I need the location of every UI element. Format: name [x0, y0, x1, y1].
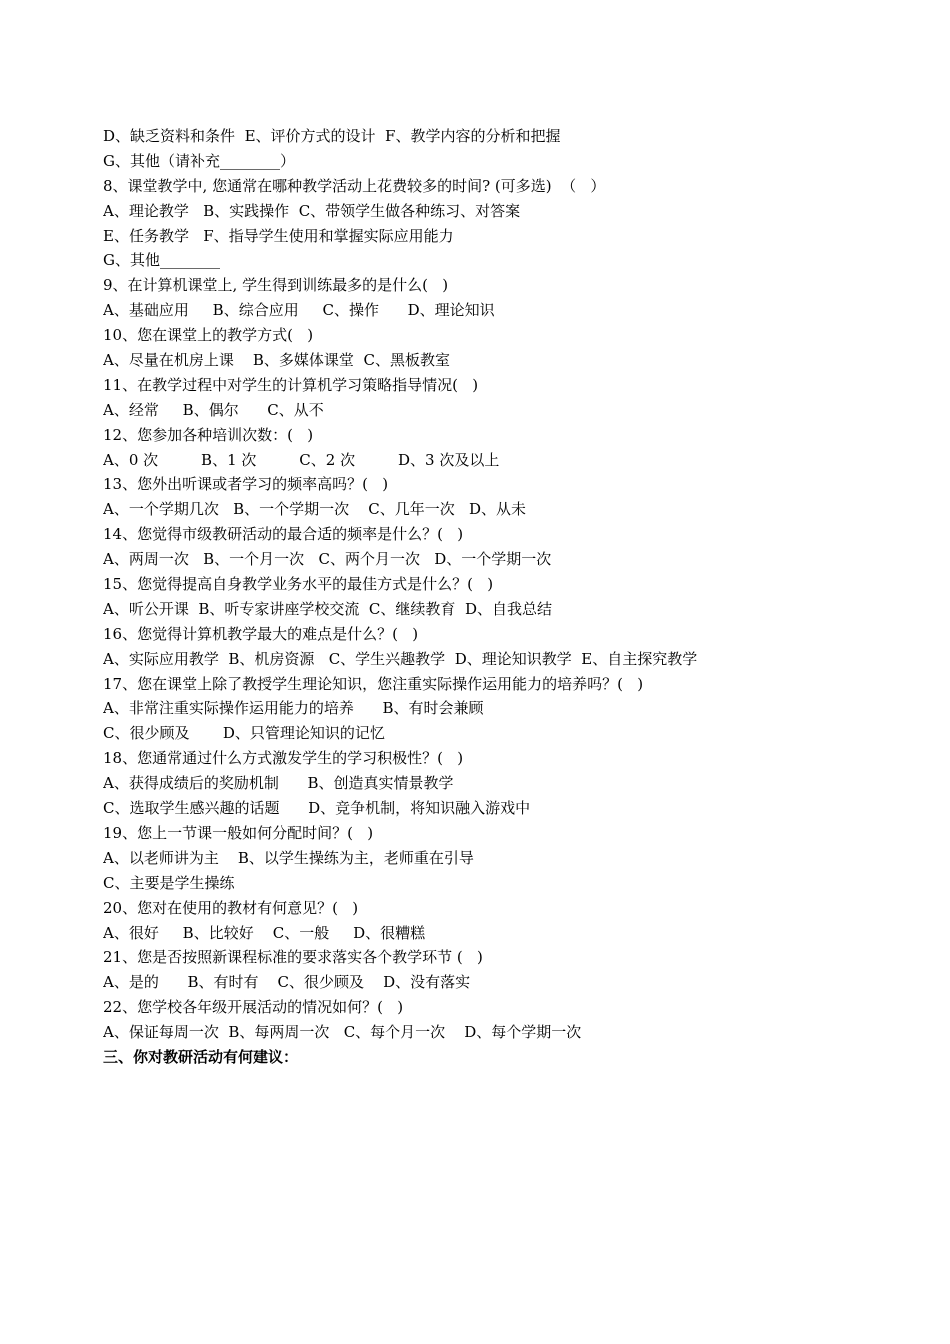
- question-15: 15、您觉得提高自身教学业务水平的最佳方式是什么？( ): [103, 575, 494, 594]
- option-line: A、很好 B、比较好 C、一般 D、很糟糕: [103, 923, 426, 942]
- question-8: 8、课堂教学中, 您通常在哪种教学活动上花费较多的时间? (可多选) （ ）: [103, 176, 606, 195]
- question-10: 10、您在课堂上的教学方式( ): [103, 326, 314, 345]
- option-line: A、听公开课 B、听专家讲座学校交流 C、继续教育 D、自我总结: [103, 599, 552, 618]
- option-line: A、0 次 B、1 次 C、2 次 D、3 次及以上: [103, 450, 500, 469]
- option-line: A、尽量在机房上课 B、多媒体课堂 C、黑板教室: [103, 351, 450, 370]
- question-9: 9、在计算机课堂上, 学生得到训练最多的是什么( ): [103, 276, 449, 295]
- option-line: G、其他（请补充________）: [103, 151, 295, 170]
- question-18: 18、您通常通过什么方式激发学生的学习积极性？( ): [103, 749, 464, 768]
- question-11: 11、在教学过程中对学生的计算机学习策略指导情况( ): [103, 375, 479, 394]
- question-16: 16、您觉得计算机教学最大的难点是什么？( ): [103, 624, 419, 643]
- option-line: C、很少顾及 D、只管理论知识的记忆: [103, 724, 385, 743]
- option-line: A、理论教学 B、实践操作 C、带领学生做各种练习、对答案: [103, 201, 521, 220]
- option-line: C、主要是学生操练: [103, 873, 235, 892]
- question-22: 22、您学校各年级开展活动的情况如何？( ): [103, 998, 404, 1017]
- question-21: 21、您是否按照新课程标准的要求落实各个教学环节 ( ): [103, 948, 483, 967]
- option-line: A、基础应用 B、综合应用 C、操作 D、理论知识: [103, 301, 495, 320]
- option-line: A、经常 B、偶尔 C、从不: [103, 400, 324, 419]
- question-12: 12、您参加各种培训次数：( ): [103, 425, 314, 444]
- option-line: A、两周一次 B、一个月一次 C、两个月一次 D、一个学期一次: [103, 550, 552, 569]
- option-line: G、其他________: [103, 251, 220, 270]
- option-line: A、保证每周一次 B、每两周一次 C、每个月一次 D、每个学期一次: [103, 1023, 582, 1042]
- option-line: A、以老师讲为主 B、以学生操练为主，老师重在引导: [103, 848, 474, 867]
- option-line: A、非常注重实际操作运用能力的培养 B、有时会兼顾: [103, 699, 484, 718]
- question-20: 20、您对在使用的教材有何意见？( ): [103, 898, 359, 917]
- option-line: A、实际应用教学 B、机房资源 C、学生兴趣教学 D、理论知识教学 E、自主探究教学: [103, 649, 698, 668]
- option-line: C、选取学生感兴趣的话题 D、竞争机制，将知识融入游戏中: [103, 799, 531, 818]
- option-line: A、获得成绩后的奖励机制 B、创造真实情景教学: [103, 774, 454, 793]
- section-heading: 三、你对教研活动有何建议：: [103, 1047, 299, 1066]
- question-13: 13、您外出听课或者学习的频率高吗？( ): [103, 475, 389, 494]
- option-line: A、是的 B、有时有 C、很少顾及 D、没有落实: [103, 973, 471, 992]
- survey-content: [103, 124, 883, 1070]
- option-line: D、缺乏资料和条件 E、评价方式的设计 F、教学内容的分析和把握: [103, 127, 561, 145]
- question-19: 19、您上一节课一般如何分配时间？( ): [103, 823, 374, 842]
- question-14: 14、您觉得市级教研活动的最合适的频率是什么？( ): [103, 525, 464, 544]
- question-17: 17、您在课堂上除了教授学生理论知识，您注重实际操作运用能力的培养吗？( ): [103, 674, 644, 693]
- option-line: E、任务教学 F、指导学生使用和掌握实际应用能力: [103, 226, 454, 245]
- option-line: A、一个学期几次 B、一个学期一次 C、几年一次 D、从未: [103, 500, 527, 519]
